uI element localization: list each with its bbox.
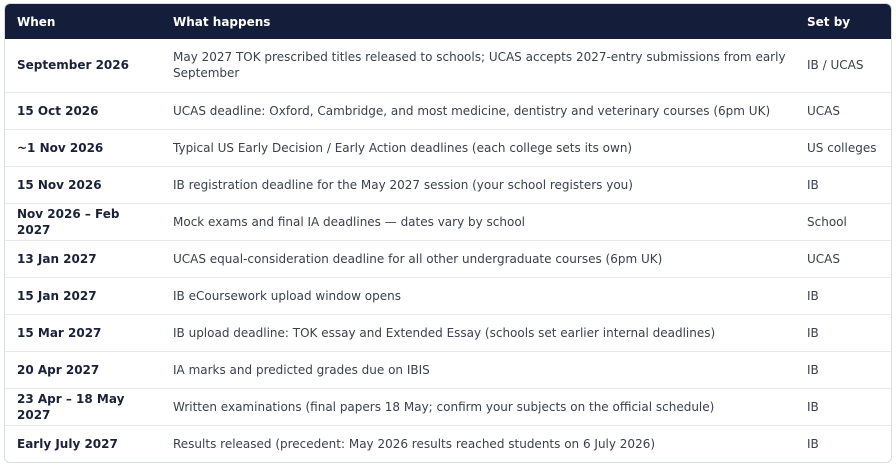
table-row	[5, 166, 891, 203]
cell-set-by: IB	[807, 399, 819, 414]
cell-what-happens: IB upload deadline: TOK essay and Extended Essay (schools set earlier internal deadlines)	[173, 325, 716, 340]
cell-when: Nov 2026 – Feb 2027	[17, 206, 120, 237]
table-row	[5, 277, 891, 314]
cell-when: 20 Apr 2027	[17, 362, 100, 377]
header-when: When	[17, 14, 56, 29]
cell-set-by: UCAS	[807, 103, 840, 118]
cell-set-by: US colleges	[807, 140, 877, 155]
cell-set-by: IB	[807, 177, 819, 192]
header-set-by: Set by	[807, 14, 851, 29]
cell-when: 13 Jan 2027	[17, 251, 97, 266]
cell-when: 15 Nov 2026	[17, 177, 102, 192]
table-header	[5, 4, 891, 39]
cell-set-by: IB	[807, 436, 819, 451]
cell-what-happens: IA marks and predicted grades due on IBIS	[173, 362, 430, 377]
cell-when: 15 Jan 2027	[17, 288, 97, 303]
table-row	[5, 388, 891, 425]
cell-what-happens: IB eCoursework upload window opens	[173, 288, 401, 303]
cell-set-by: IB / UCAS	[807, 58, 864, 73]
table-row	[5, 351, 891, 388]
cell-what-happens: UCAS equal-consideration deadline for all other undergraduate courses (6pm UK)	[173, 251, 663, 266]
cell-when: Early July 2027	[17, 436, 118, 451]
table-row	[5, 129, 891, 166]
cell-set-by: School	[807, 214, 847, 229]
timeline-table	[5, 4, 891, 462]
cell-what-happens: IB registration deadline for the May 2027 session (your school registers you)	[173, 177, 633, 192]
cell-set-by: UCAS	[807, 251, 840, 266]
cell-when: 15 Oct 2026	[17, 103, 99, 118]
cell-set-by: IB	[807, 362, 819, 377]
cell-what-happens: Mock exams and final IA deadlines — dates vary by school	[173, 214, 526, 229]
cell-what-happens: May 2027 TOK prescribed titles released to schools; UCAS accepts 2027-entry submissions from early September	[173, 50, 786, 81]
cell-what-happens: Typical US Early Decision / Early Action deadlines (each college sets its own)	[173, 140, 633, 155]
table-row	[5, 425, 891, 462]
cell-when: September 2026	[17, 58, 129, 73]
timeline-table-container	[4, 3, 892, 463]
table-row	[5, 92, 891, 129]
header-what-happens: What happens	[173, 14, 271, 29]
cell-what-happens: Results released (precedent: May 2026 results reached students on 6 July 2026)	[173, 436, 656, 451]
cell-when: 23 Apr – 18 May 2027	[17, 391, 125, 422]
cell-set-by: IB	[807, 325, 819, 340]
table-row	[5, 39, 891, 92]
cell-when: 15 Mar 2027	[17, 325, 102, 340]
table-row	[5, 314, 891, 351]
table-row	[5, 203, 891, 240]
header-row	[5, 4, 891, 39]
table-row	[5, 240, 891, 277]
table-body	[5, 39, 891, 462]
cell-what-happens: Written examinations (final papers 18 May; confirm your subjects on the official schedule)	[173, 399, 715, 414]
cell-what-happens: UCAS deadline: Oxford, Cambridge, and most medicine, dentistry and veterinary courses (6pm UK)	[173, 103, 771, 118]
cell-when: ~1 Nov 2026	[17, 140, 104, 155]
cell-set-by: IB	[807, 288, 819, 303]
